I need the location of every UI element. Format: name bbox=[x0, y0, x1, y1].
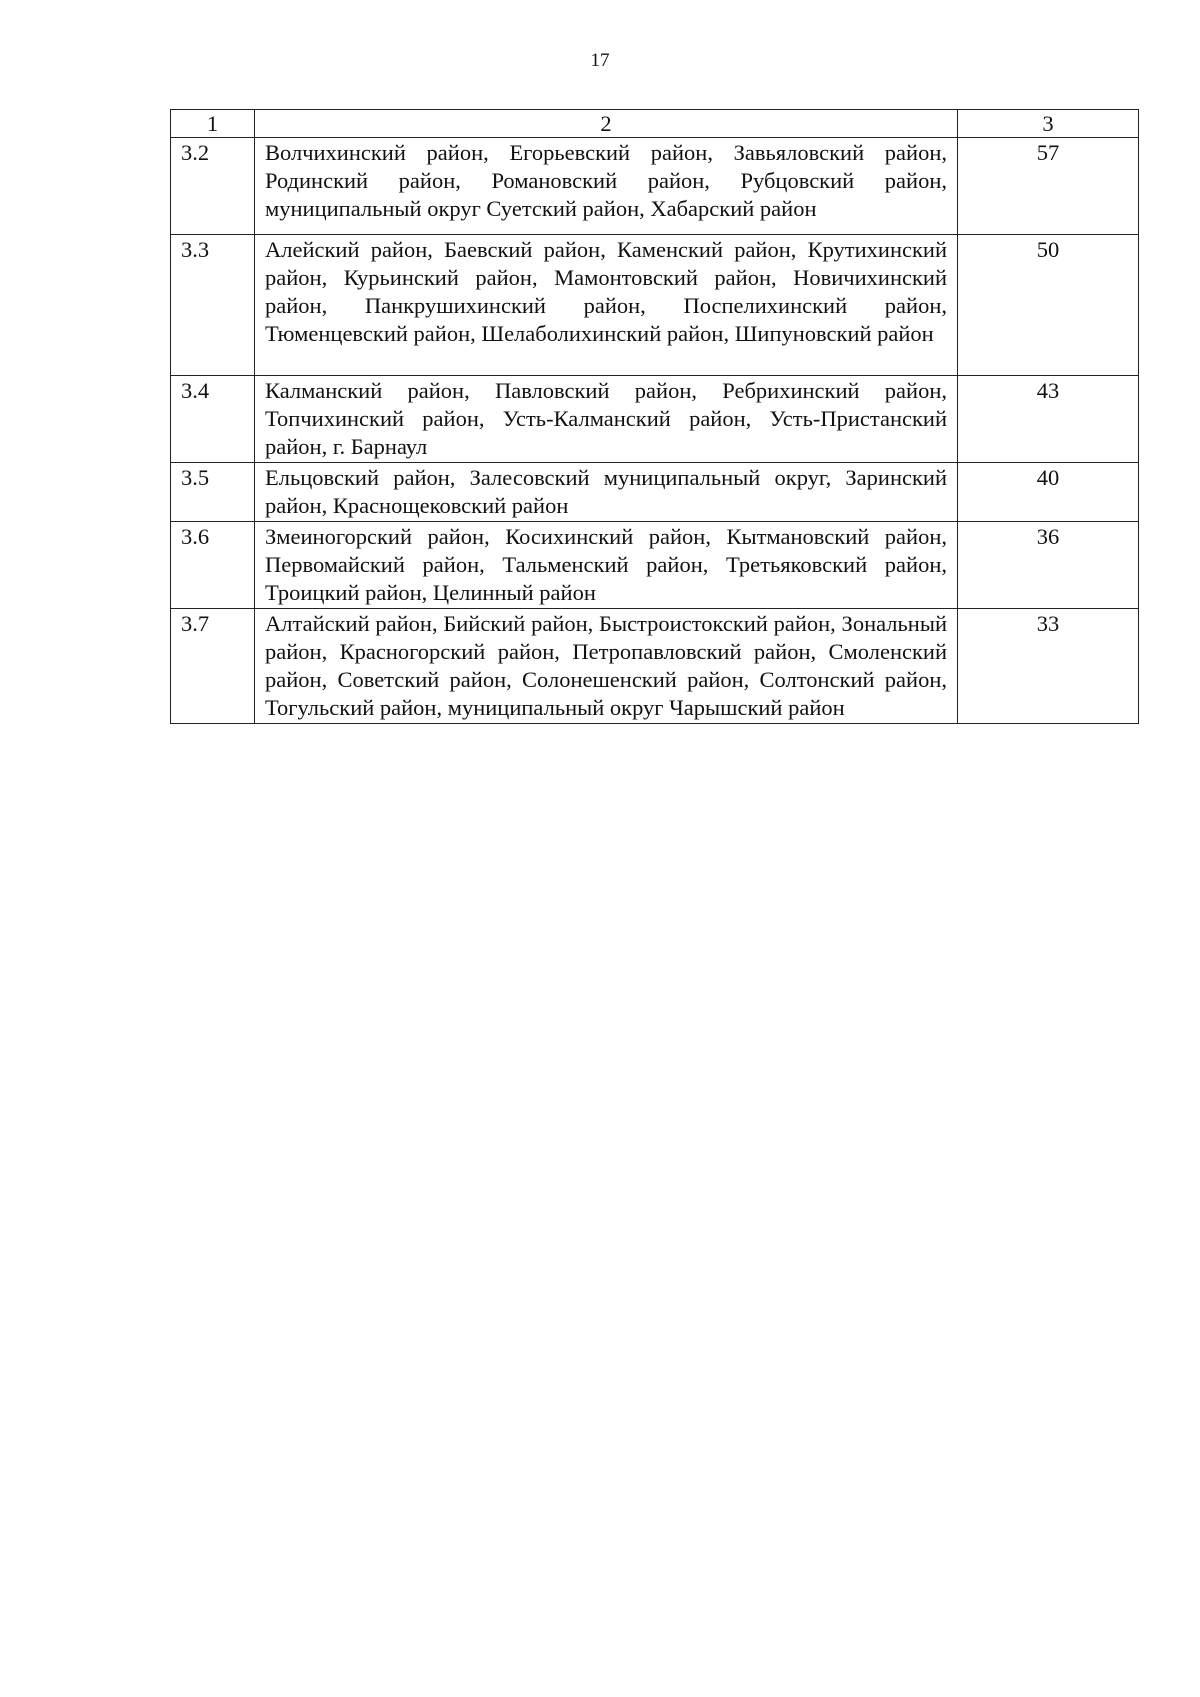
table-row bbox=[171, 609, 1139, 724]
row-districts: Алтайский район, Бийский район, Быстроистокский район, Зональный район, Красногорский район, Петропавловский район, Смоленский район, Советский район, Солонешенский район, Солтонский район, Тогульский район, муниципальный округ Чарышский район bbox=[255, 609, 958, 724]
row-value: 43 bbox=[958, 376, 1139, 463]
table-row bbox=[171, 138, 1139, 235]
table-row bbox=[171, 235, 1139, 376]
row-value: 36 bbox=[958, 522, 1139, 609]
table-row bbox=[171, 463, 1139, 522]
header-col-3: 3 bbox=[958, 110, 1139, 138]
row-number: 3.4 bbox=[171, 376, 255, 463]
row-number: 3.6 bbox=[171, 522, 255, 609]
row-districts: Алейский район, Баевский район, Каменский район, Крутихинский район, Курьинский район, Мамонтовский район, Новичихинский район, Панкрушихинский район, Поспелихинский район, Тюменцевский район, Шелаболихинский район, Шипуновский район bbox=[255, 235, 958, 376]
table-header-row bbox=[171, 110, 1139, 138]
row-districts: Волчихинский район, Егорьевский район, Завьяловский район, Родинский район, Романовский район, Рубцовский район, муниципальный округ Суетский район, Хабарский район bbox=[255, 138, 958, 235]
row-value: 50 bbox=[958, 235, 1139, 376]
row-districts: Калманский район, Павловский район, Ребрихинский район, Топчихинский район, Усть-Калманский район, Усть-Пристанский район, г. Барнаул bbox=[255, 376, 958, 463]
row-districts: Ельцовский район, Залесовский муниципальный округ, Заринский район, Краснощековский район bbox=[255, 463, 958, 522]
row-number: 3.5 bbox=[171, 463, 255, 522]
districts-table bbox=[170, 109, 1139, 724]
row-value: 33 bbox=[958, 609, 1139, 724]
page-number: 17 bbox=[590, 50, 610, 71]
row-value: 40 bbox=[958, 463, 1139, 522]
table-row bbox=[171, 376, 1139, 463]
table-row bbox=[171, 522, 1139, 609]
row-value: 57 bbox=[958, 138, 1139, 235]
row-number: 3.2 bbox=[171, 138, 255, 235]
row-districts: Змеиногорский район, Косихинский район, Кытмановский район, Первомайский район, Тальменский район, Третьяковский район, Троицкий район, Целинный район bbox=[255, 522, 958, 609]
header-col-1: 1 bbox=[171, 110, 255, 138]
row-number: 3.7 bbox=[171, 609, 255, 724]
header-col-2: 2 bbox=[255, 110, 958, 138]
row-number: 3.3 bbox=[171, 235, 255, 376]
